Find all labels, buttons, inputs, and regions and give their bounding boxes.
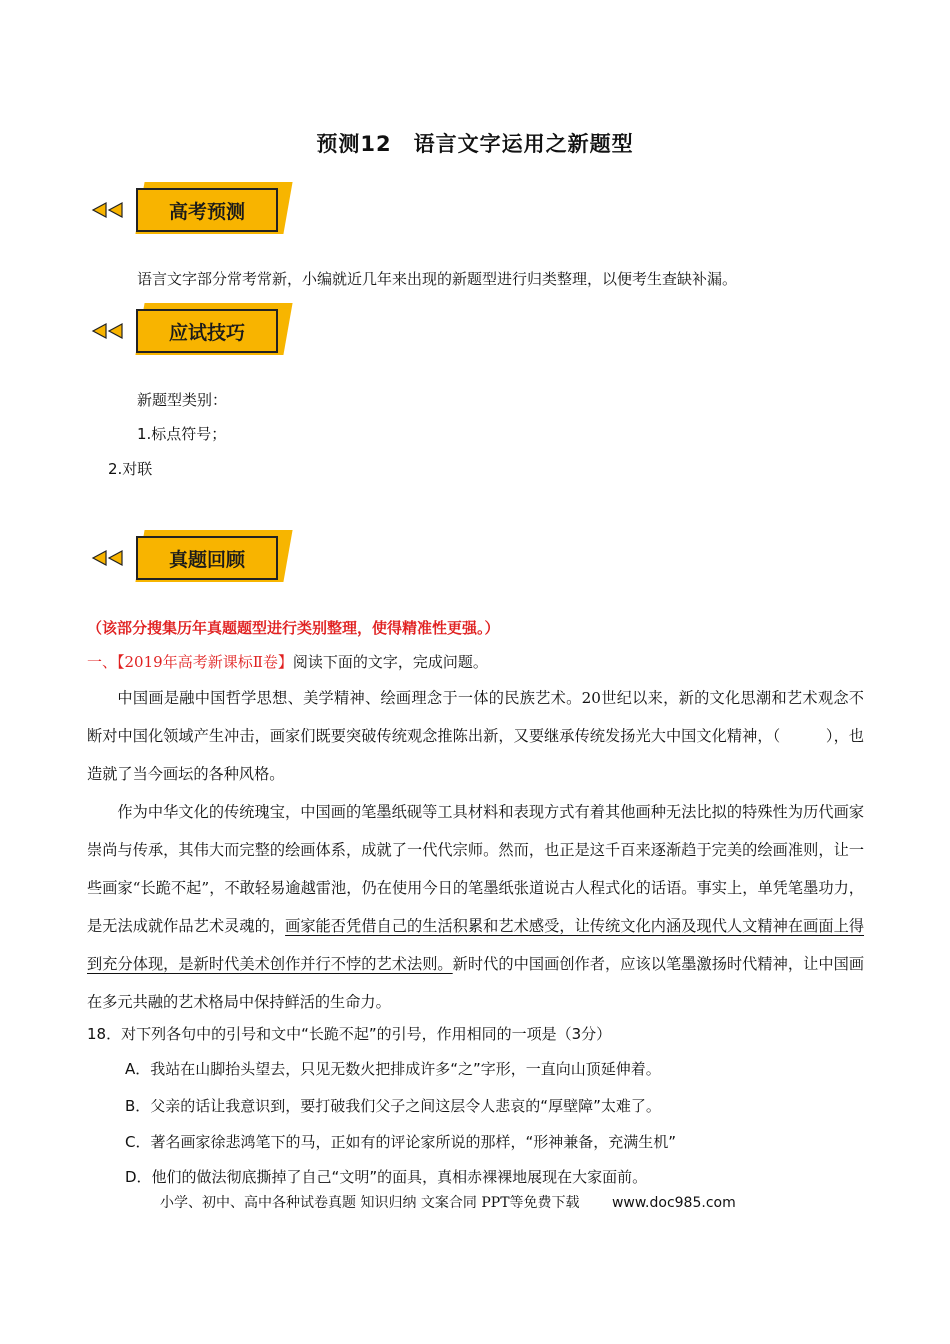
option-d: D．他们的做法彻底撕掉了自己“文明”的面具，真相赤裸裸地展现在大家面前。 [125,1168,648,1186]
passage-paragraph-1: 中国画是融中国哲学思想、美学精神、绘画理念于一体的民族艺术。20世纪以来，新的文化思潮和艺术观念不断对中国化领域产生冲击，画家们既要突破传统观念推陈出新，又要继承传统发扬光大中国文化精神，（ ），也造就了当今画坛的各种风格。 [87,689,864,783]
passage-text: 新时代的中国画创作者，应该以笔墨激扬时代精神，让中国画在多元共融的艺术格局中保持鲜活的生命力。 [87,955,865,1011]
double-arrow-left-icon [90,202,124,218]
footer-url[interactable]: www.doc985.com [611,1195,736,1211]
badge-label: 应试技巧 [136,309,278,353]
review-note: （该部分搜集历年真题题型进行类别整理，使得精准性更强。） [87,619,500,637]
double-arrow-left-icon [90,323,124,339]
double-arrow-left-icon [90,550,124,566]
passage-text: 作为中华文化的传统瑰宝，中国画的笔墨纸砚等工具材料和表现方式有着其他画种无法比拟的特殊性为历代画家崇尚与传承，其伟大而完整的绘画体系，成就了一代代宗师。然而，也正是这千百来逐渐趋于完美的绘画准则，让一些画家“长跪不起”，不敢轻易逾越雷池，仍在使用今日的笔墨纸张道说古人程式化的话语。事实上，单凭笔墨功力，是无法成就作品艺术灵魂的， [87,803,864,935]
skills-intro: 新题型类别： [137,391,228,409]
page-title: 预测12 语言文字运用之新题型 [316,132,634,156]
badge-label: 高考预测 [136,188,278,232]
skills-item: 2.对联 [108,460,153,478]
option-a: A．我站在山脚抬头望去，只见无数火把排成许多“之”字形，一直向山顶延伸着。 [125,1060,661,1078]
badge-label: 真题回顾 [136,536,278,580]
question-prefix: 一、 [87,653,118,671]
passage-paragraph-2 [87,793,864,1021]
option-c: C．著名画家徐悲鸿笔下的马，正如有的评论家所说的那样，“形神兼备，充满生机” [125,1133,677,1151]
question-instruction: 阅读下面的文字，完成问题。 [292,653,488,671]
section-badge-skills [90,303,290,363]
question-source: 【2019年高考新课标Ⅱ卷】 [117,653,293,671]
question-stem: 18．对下列各句中的引号和文中“长跪不起”的引号，作用相同的一项是（3分） [87,1025,612,1043]
section-badge-review [90,530,290,590]
section-badge-forecast [90,182,290,242]
footer-text: 小学、初中、高中各种试卷真题 知识归纳 文案合同 PPT等免费下载 [160,1195,580,1211]
footer [160,1193,736,1213]
passage-underlined-text: 画家能否凭借自己的生活积累和艺术感受，让传统文化内涵及现代人文精神在画面上得到充分体现，是新时代美术创作并行不悖的艺术法则。 [87,917,865,973]
forecast-text: 语言文字部分常考常新，小编就近几年来出现的新题型进行归类整理，以便考生查缺补漏。 [137,270,738,288]
question-source-line [87,652,488,672]
option-b: B．父亲的话让我意识到，要打破我们父子之间这层令人悲哀的“厚壁障”太难了。 [125,1097,661,1115]
skills-item: 1.标点符号； [137,425,227,443]
